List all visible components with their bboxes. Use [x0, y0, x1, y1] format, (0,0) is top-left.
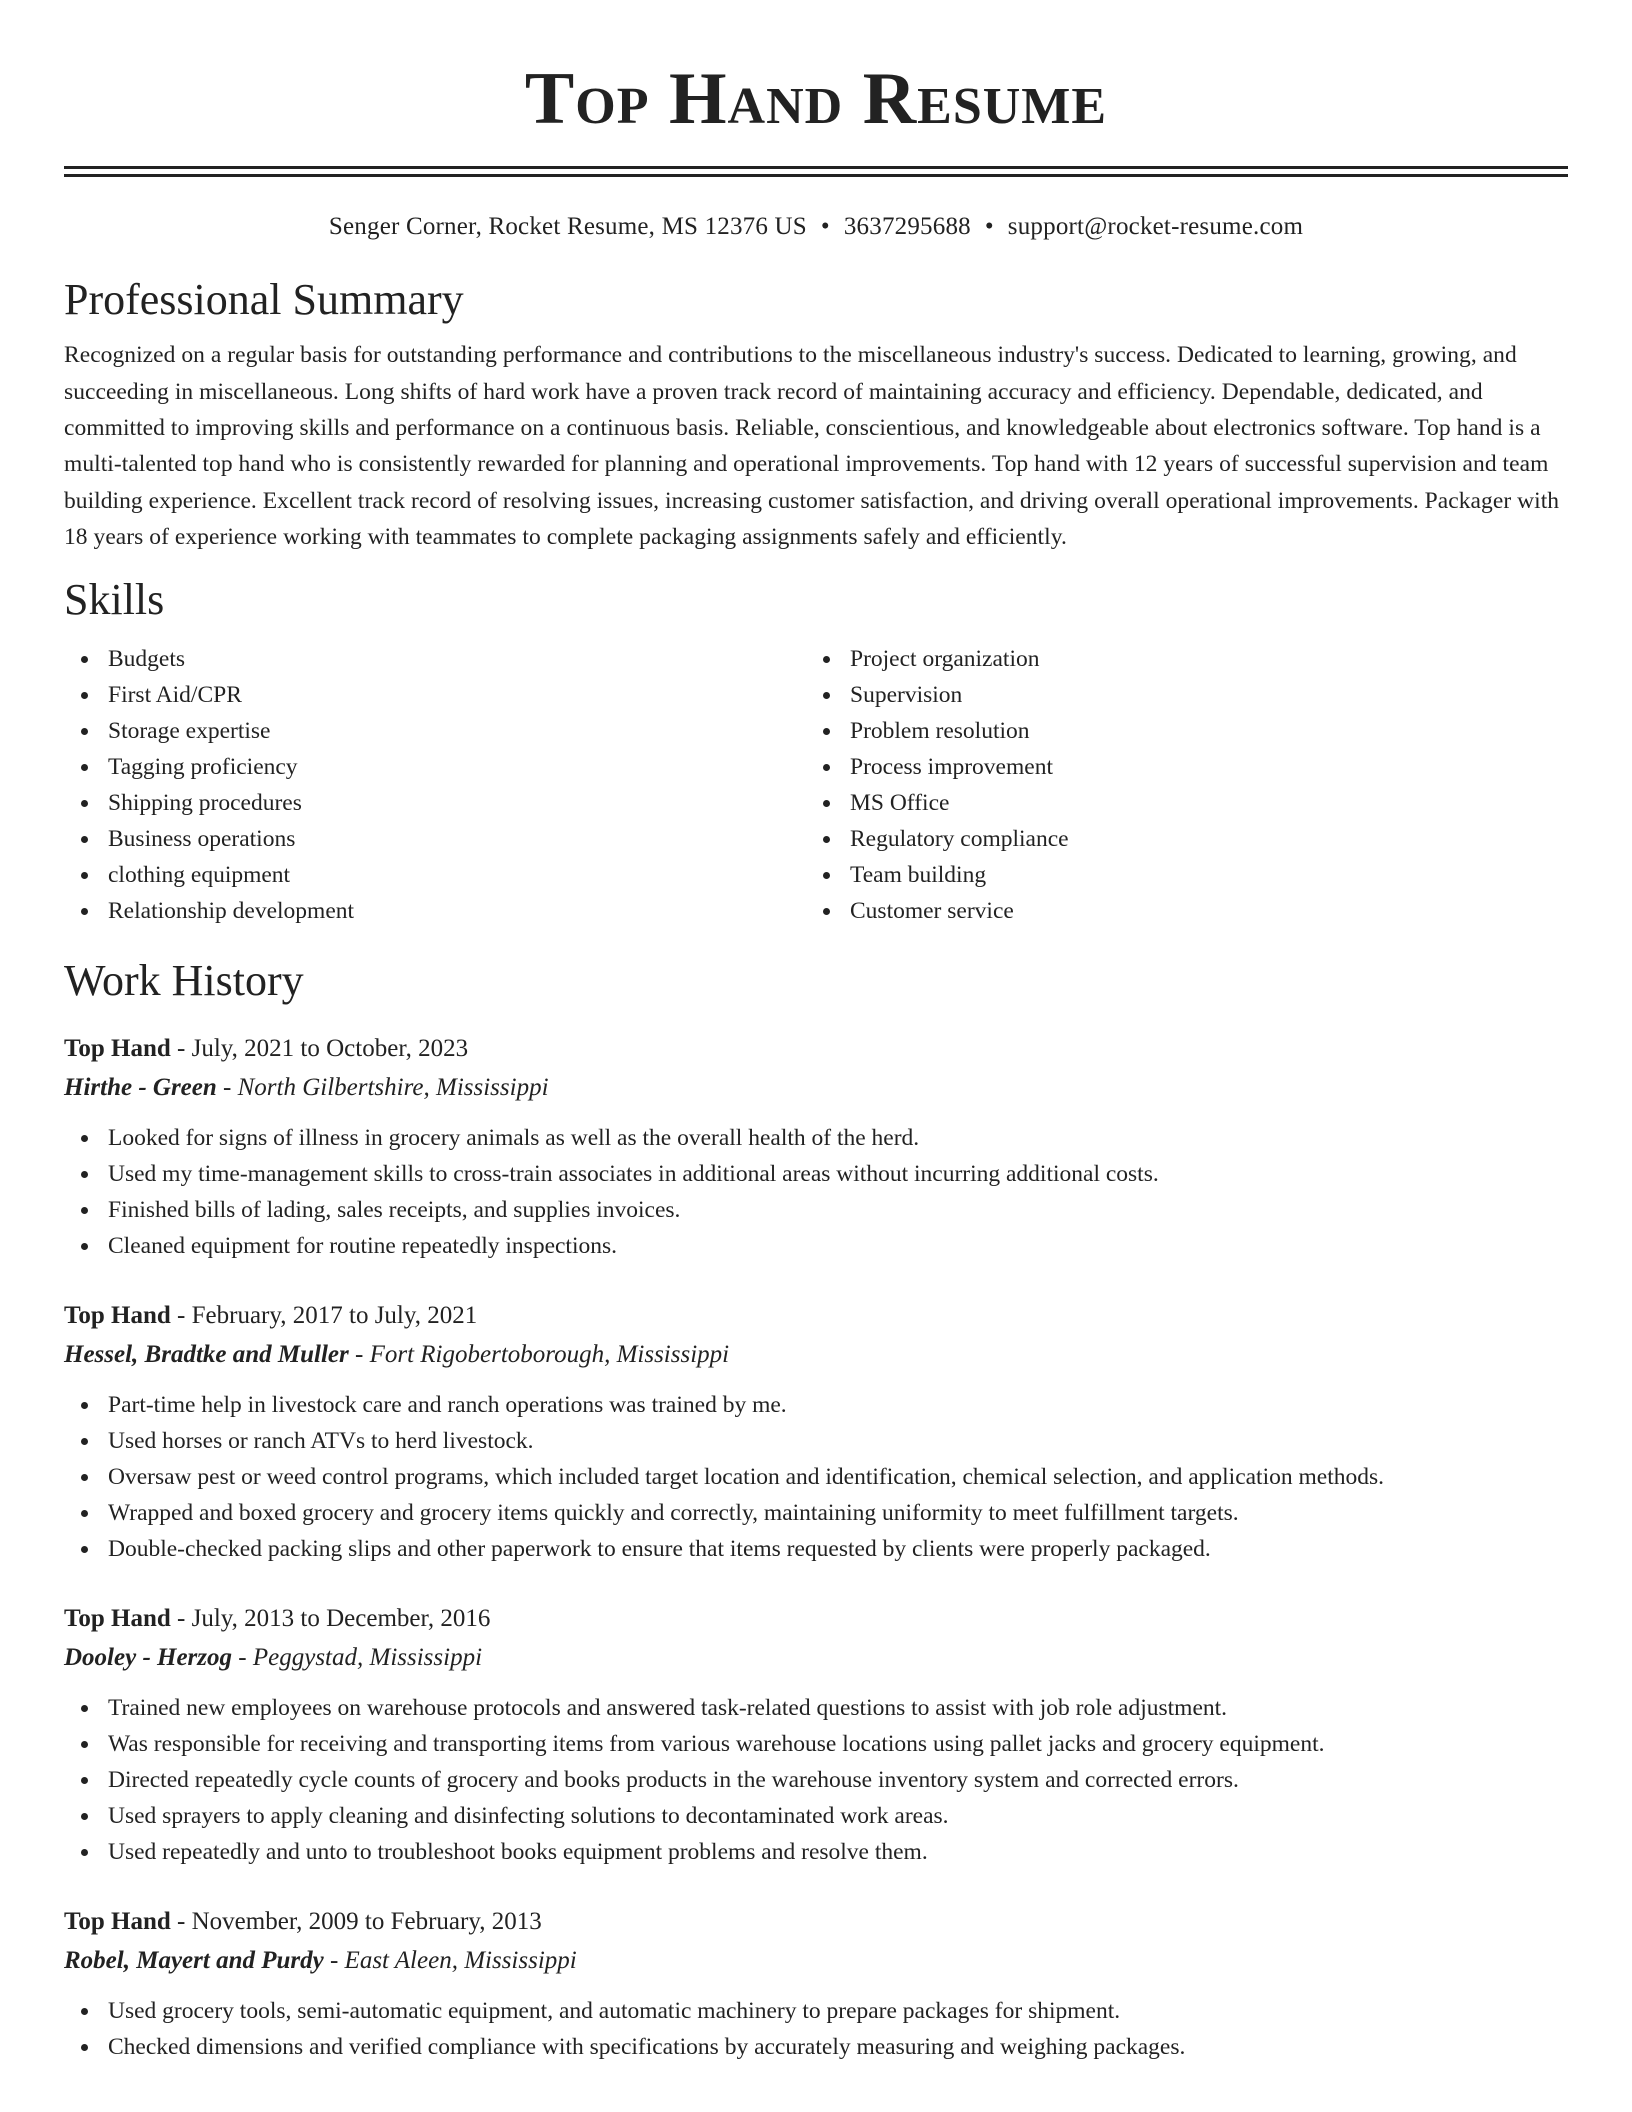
- job-title-line: Top Hand - November, 2009 to February, 2013: [64, 1907, 542, 1935]
- skill-item: Relationship development: [64, 893, 806, 929]
- duty-item: Oversaw pest or weed control programs, which included target location and identification, chemical selection, and application methods.: [64, 1459, 1568, 1495]
- employer-line: Hessel, Bradtke and Muller - Fort Rigobertoborough, Mississippi: [64, 1340, 730, 1368]
- skill-item: Supervision: [806, 677, 1548, 713]
- skill-item: First Aid/CPR: [64, 677, 806, 713]
- skill-item: Process improvement: [806, 749, 1548, 785]
- employer-name: Hessel, Bradtke and Muller: [64, 1340, 349, 1368]
- title-divider-bottom: [64, 174, 1568, 177]
- job-duties: [64, 1993, 1568, 2065]
- job-entry: [64, 1296, 1568, 1567]
- duty-item: Checked dimensions and verified compliance with specifications by accurately measuring and weighing packages.: [64, 2029, 1568, 2065]
- summary-text: Recognized on a regular basis for outstanding performance and contributions to the miscellaneous industry's success. Dedicated to learning, growing, and succeeding in miscellaneous. Long shifts of hard work have a proven track record of maintaining accuracy and efficiency. Dependable, dedicated, and committed to improving skills and performance on a continuous basis. Reliable, conscientious, and knowledgeable about electronics software. Top hand is a multi-talented top hand who is consistently rewarded for planning and operational improvements. Top hand with 12 years of successful supervision and team building experience. Excellent track record of resolving issues, increasing customer satisfaction, and driving overall operational improvements. Packager with 18 years of experience working with teammates to complete packaging assignments safely and efficiently.: [64, 342, 1560, 550]
- job-title: Top Hand: [64, 1034, 171, 1062]
- skill-item: Project organization: [806, 641, 1548, 677]
- job-title: Top Hand: [64, 1604, 171, 1632]
- job-dates: July, 2013 to December, 2016: [191, 1604, 491, 1632]
- job-dates: February, 2017 to July, 2021: [191, 1301, 478, 1329]
- employer-name: Robel, Mayert and Purdy: [64, 1946, 324, 1974]
- skills-list: [64, 641, 1568, 929]
- job-title-line: Top Hand - July, 2013 to December, 2016: [64, 1604, 491, 1632]
- employer-location: Peggystad, Mississippi: [252, 1643, 483, 1671]
- skill-item: Budgets: [64, 641, 806, 677]
- contact-address: Senger Corner, Rocket Resume, MS 12376 US: [328, 213, 807, 240]
- skill-item: Problem resolution: [806, 713, 1548, 749]
- job-duties: [64, 1120, 1568, 1264]
- skill-item: Tagging proficiency: [64, 749, 806, 785]
- employer-location: East Aleen, Mississippi: [344, 1946, 577, 1974]
- duty-item: Finished bills of lading, sales receipts, and supplies invoices.: [64, 1192, 1568, 1228]
- duty-item: Directed repeatedly cycle counts of grocery and books products in the warehouse inventory system and corrected errors.: [64, 1762, 1568, 1798]
- job-entry: [64, 1599, 1568, 1870]
- skill-item: Storage expertise: [64, 713, 806, 749]
- skill-item: clothing equipment: [64, 857, 806, 893]
- employer-line: Hirthe - Green - North Gilbertshire, Mississippi: [64, 1073, 549, 1101]
- skill-item: Business operations: [64, 821, 806, 857]
- skill-item: Shipping procedures: [64, 785, 806, 821]
- contact-separator: •: [820, 213, 830, 240]
- contact-phone: 3637295688: [843, 213, 971, 240]
- job-title-line: Top Hand - February, 2017 to July, 2021: [64, 1301, 478, 1329]
- duty-item: Part-time help in livestock care and ranch operations was trained by me.: [64, 1387, 1568, 1423]
- employer-location: North Gilbertshire, Mississippi: [237, 1073, 549, 1101]
- contact-separator: •: [984, 213, 994, 240]
- duty-item: Used sprayers to apply cleaning and disinfecting solutions to decontaminated work areas.: [64, 1798, 1568, 1834]
- duty-item: Cleaned equipment for routine repeatedly inspections.: [64, 1228, 1568, 1264]
- contact-email: support@rocket-resume.com: [1007, 213, 1304, 240]
- job-duties: [64, 1387, 1568, 1567]
- skill-item: MS Office: [806, 785, 1548, 821]
- duty-item: Used grocery tools, semi-automatic equipment, and automatic machinery to prepare packages for shipment.: [64, 1993, 1568, 2029]
- employer-line: Dooley - Herzog - Peggystad, Mississippi: [64, 1643, 483, 1671]
- duty-item: Looked for signs of illness in grocery animals as well as the overall health of the herd.: [64, 1120, 1568, 1156]
- job-dates: November, 2009 to February, 2013: [191, 1907, 542, 1935]
- skill-item: Regulatory compliance: [806, 821, 1548, 857]
- job-entry: [64, 1902, 1568, 2065]
- job-title: Top Hand: [64, 1907, 171, 1935]
- job-title: Top Hand: [64, 1301, 171, 1329]
- resume-page: [64, 0, 1568, 2065]
- duty-item: Used repeatedly and unto to troubleshoot books equipment problems and resolve them.: [64, 1834, 1568, 1870]
- work-history-heading: Work History: [64, 955, 304, 1005]
- summary-heading: Professional Summary: [64, 275, 464, 324]
- skills-heading: Skills: [64, 575, 165, 625]
- job-duties: [64, 1690, 1568, 1870]
- job-dates: July, 2021 to October, 2023: [191, 1034, 469, 1062]
- employer-location: Fort Rigobertoborough, Mississippi: [369, 1340, 730, 1368]
- employer-name: Hirthe - Green: [64, 1073, 217, 1101]
- duty-item: Trained new employees on warehouse protocols and answered task-related questions to assist with job role adjustment.: [64, 1690, 1568, 1726]
- skill-item: Customer service: [806, 893, 1548, 929]
- contact-line: [64, 212, 1568, 242]
- job-title-line: Top Hand - July, 2021 to October, 2023: [64, 1034, 469, 1062]
- duty-item: Was responsible for receiving and transporting items from various warehouse locations using pallet jacks and grocery equipment.: [64, 1726, 1568, 1762]
- skill-item: Team building: [806, 857, 1548, 893]
- skills-column-left: [64, 641, 806, 929]
- skills-column-right: [806, 641, 1548, 929]
- job-entry: [64, 1029, 1568, 1264]
- duty-item: Double-checked packing slips and other paperwork to ensure that items requested by clients were properly packaged.: [64, 1531, 1568, 1567]
- employer-name: Dooley - Herzog: [64, 1643, 233, 1671]
- duty-item: Used horses or ranch ATVs to herd livestock.: [64, 1423, 1568, 1459]
- duty-item: Wrapped and boxed grocery and grocery items quickly and correctly, maintaining uniformity to meet fulfillment targets.: [64, 1495, 1568, 1531]
- duty-item: Used my time-management skills to cross-train associates in additional areas without incurring additional costs.: [64, 1156, 1568, 1192]
- employer-line: Robel, Mayert and Purdy - East Aleen, Mississippi: [64, 1946, 577, 1974]
- resume-title: Top Hand Resume: [524, 58, 1108, 140]
